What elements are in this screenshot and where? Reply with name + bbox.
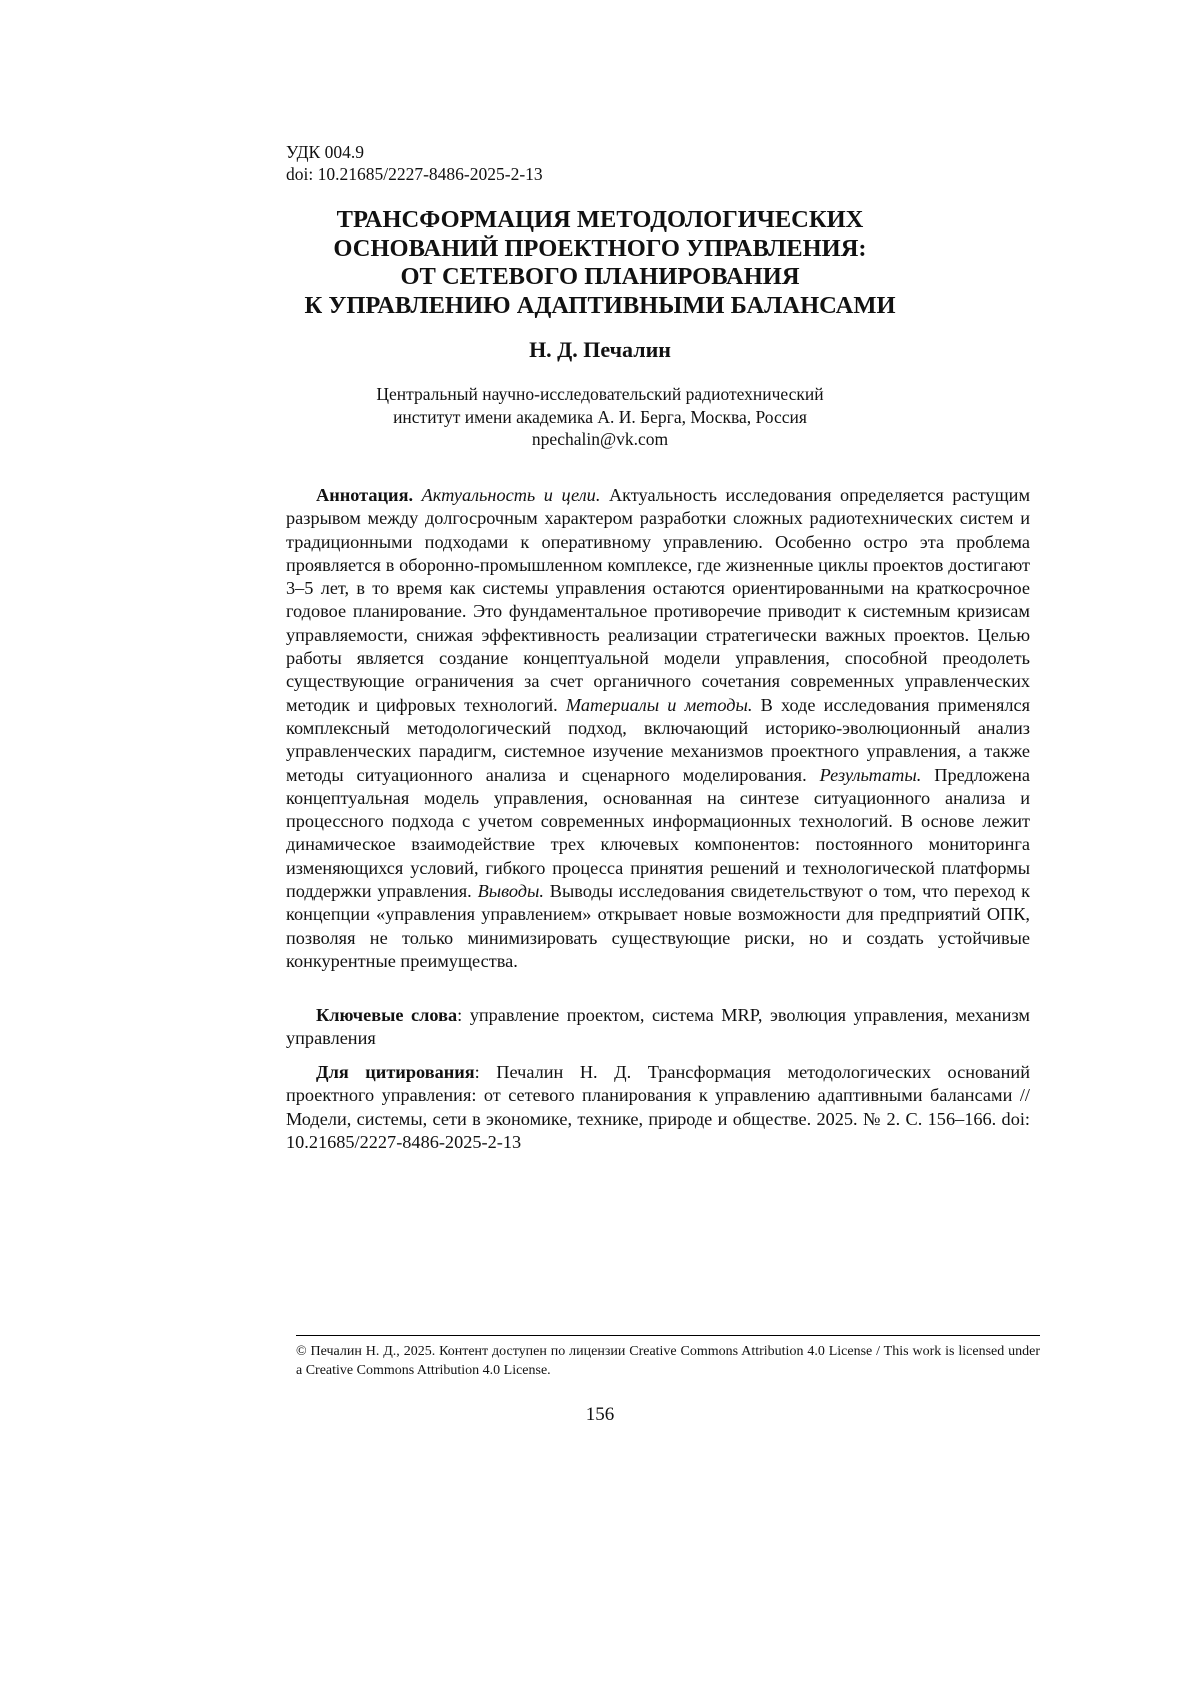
author-name: Н. Д. Печалин (529, 337, 671, 362)
title-line: ТРАНСФОРМАЦИЯ МЕТОДОЛОГИЧЕСКИХ (336, 206, 864, 233)
udc-code: УДК 004.9 (286, 142, 364, 162)
author-email[interactable]: npechalin@vk.com (531, 429, 669, 449)
article-meta (286, 141, 543, 185)
title-line: ОТ СЕТЕВОГО ПЛАНИРОВАНИЯ (400, 263, 800, 290)
title-line: К УПРАВЛЕНИЮ АДАПТИВНЫМИ БАЛАНСАМИ (304, 291, 896, 319)
abstract-label: Аннотация. (316, 485, 414, 505)
conclusions-text: Выводы исследования свидетельствуют о том, что переход к концепции «управления управлением» открывает новые возможности для предприятий ОПК, позволяя не только минимизировать существующие риски, но и создать устойчивые конкурентные преимущества. (286, 881, 1030, 971)
results-label: Результаты. (819, 764, 922, 785)
methods-label: Материалы и методы. (565, 694, 753, 715)
results-text: Предложена концептуальная модель управления, основанная на синтезе ситуационного анализа и процессного подхода с учетом современных информационных технологий. В основе лежит динамическое взаимодействие трех ключевых компонентов: постоянного мониторинга изменяющихся условий, гибкого процесса принятия решений и технологической платформы поддержки управления. (286, 764, 1030, 902)
relevance-text: Актуальность исследования определяется растущим разрывом между долгосрочным характером разработки сложных радиотехнических систем и традиционными подходами к оперативному управлению. Особенно остро эта проблема проявляется в оборонно-промышленном комплексе, где жизненные циклы проектов достигают 3–5 лет, в то время как системы управления остаются ориентированными на краткосрочное годовое планирование. Это фундаментальное противоречие приводит к системным кризисам управляемости, снижая эффективность реализации стратегически важных проектов. Целью работы является создание концептуальной модели управления, способной преодолеть существующие ограничения за счет органичного сочетания современных управленческих методик и цифровых технологий. (286, 485, 1031, 715)
conclusions-label: Выводы. (477, 881, 544, 902)
license-footnote: © Печалин Н. Д., 2025. Контент доступен по лицензии Creative Commons Attribution 4.0 License / This work is licensed under a Creative Commons Attribution 4.0 License. (296, 1344, 1040, 1378)
relevance-label: Актуальность и цели. (421, 485, 601, 505)
footnote-divider (296, 1335, 1040, 1336)
abstract (286, 484, 1030, 973)
page-number: 156 (585, 1404, 615, 1425)
doi-link[interactable]: doi: 10.21685/2227-8486-2025-2-13 (286, 164, 543, 184)
citation-label: Для цитирования (316, 1062, 475, 1082)
keywords-text: : управление проектом, система MRP, эволюция управления, механизм управления (286, 1005, 1030, 1049)
methods-text: В ходе исследования применялся комплексный методологический подход, включающий историко-эволюционный анализ управленческих парадигм, системное изучение механизмов проектного управления, а также методы ситуационного анализа и сценарного моделирования. (286, 694, 1030, 785)
affiliation-line: институт имени академика А. И. Берга, Москва, Россия (393, 406, 807, 427)
keywords (286, 1004, 1030, 1051)
title-line: ОСНОВАНИЙ ПРОЕКТНОГО УПРАВЛЕНИЯ: (333, 234, 867, 262)
affiliation (300, 383, 900, 451)
citation (286, 1061, 1030, 1154)
keywords-label: Ключевые слова (316, 1005, 458, 1025)
citation-text: : Печалин Н. Д. Трансформация методологических оснований проектного управления: от сетевого планирования к управлению адаптивными балансами // Модели, системы, сети в экономике, технике, природе и обществе. 2025. № 2. С. 156–166. doi: 10.21685/2227-8486-2025-2-13 (286, 1062, 1030, 1152)
article-title (200, 206, 1000, 320)
affiliation-line: Центральный научно-исследовательский радиотехнический (376, 384, 824, 404)
